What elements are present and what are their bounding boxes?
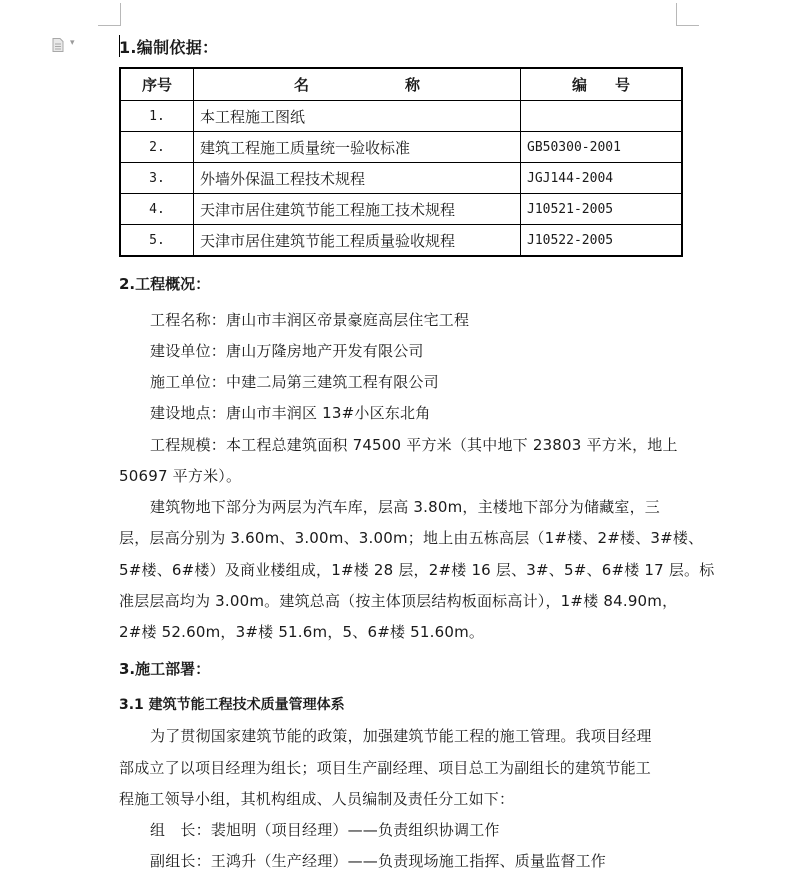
row-code	[521, 101, 683, 132]
page-margin-corner-top-left	[98, 3, 121, 26]
row-code: J10522-2005	[521, 225, 683, 257]
row-no: 1.	[120, 101, 194, 132]
row-no: 4.	[120, 194, 194, 225]
building-paragraph-line: 建筑物地下部分为两层为汽车库，层高 3.80m，主楼地下部分为储藏室，三	[150, 498, 660, 516]
row-name: 本工程施工图纸	[194, 101, 521, 132]
header-code-char-1: 编	[571, 76, 587, 94]
header-name-char-1: 名	[293, 76, 309, 94]
row-name: 天津市居住建筑节能工程施工技术规程	[194, 194, 521, 225]
project-name-line: 工程名称：唐山市丰润区帝景豪庭高层住宅工程	[150, 311, 470, 329]
location-line: 建设地点：唐山市丰润区 13#小区东北角	[150, 404, 431, 422]
building-paragraph-line: 5#楼、6#楼）及商业楼组成，1#楼 28 层，2#楼 16 层、3#、5#、6#楼 17 层。标	[119, 561, 715, 579]
leader-line: 组 长：裴旭明（项目经理）——负责组织协调工作	[150, 821, 500, 839]
scale-line-cont: 50697 平方米）。	[119, 467, 242, 485]
row-name: 外墙外保温工程技术规程	[194, 163, 521, 194]
header-name-char-2: 称	[405, 76, 421, 94]
table-row	[120, 132, 682, 163]
subsection-heading: 3.1 建筑节能工程技术质量管理体系	[119, 697, 345, 713]
developer-line: 建设单位：唐山万隆房地产开发有限公司	[150, 342, 424, 360]
management-paragraph-line: 部成立了以项目经理为组长；项目生产副经理、项目总工为副组长的建筑节能工	[119, 759, 652, 777]
building-paragraph-line: 准层层高均为 3.00m。建筑总高（按主体顶层结构板面标高计），1#楼 84.90m，	[119, 592, 678, 610]
section-heading-deployment: 3.施工部署：	[119, 660, 211, 678]
table-row	[120, 225, 682, 257]
page-margin-corner-top-right	[676, 3, 699, 26]
document-icon[interactable]	[52, 38, 64, 52]
scale-line: 工程规模：本工程总建筑面积 74500 平方米（其中地下 23803 平方米，地上	[150, 436, 678, 454]
header-no: 序号	[120, 68, 194, 101]
chevron-down-icon[interactable]: ▾	[70, 38, 75, 48]
section-heading-overview: 2.工程概况：	[119, 275, 211, 293]
section-heading-basis: 1.编制依据：	[119, 38, 219, 57]
management-paragraph-line: 为了贯彻国家建筑节能的政策，加强建筑节能工程的施工管理。我项目经理	[150, 727, 652, 745]
row-no: 3.	[120, 163, 194, 194]
building-paragraph-line: 层，层高分别为 3.60m、3.00m、3.00m；地上由五栋高层（1#楼、2#楼、3#楼、	[119, 529, 704, 547]
row-code: JGJ144-2004	[521, 163, 683, 194]
row-code: GB50300-2001	[521, 132, 683, 163]
header-code	[521, 68, 683, 101]
table-header-row	[120, 68, 682, 101]
building-paragraph-line: 2#楼 52.60m，3#楼 51.6m，5、6#楼 51.60m。	[119, 623, 485, 641]
row-code: J10521-2005	[521, 194, 683, 225]
row-name: 建筑工程施工质量统一验收标准	[194, 132, 521, 163]
table-row	[120, 163, 682, 194]
header-code-char-2: 号	[615, 76, 631, 94]
reference-table	[119, 67, 683, 257]
row-no: 2.	[120, 132, 194, 163]
deputy-leader-line: 副组长：王鸿升（生产经理）——负责现场施工指挥、质量监督工作	[150, 852, 607, 870]
contractor-line: 施工单位：中建二局第三建筑工程有限公司	[150, 373, 439, 391]
table-row	[120, 101, 682, 132]
table-row	[120, 194, 682, 225]
management-paragraph-line: 程施工领导小组，其机构组成、人员编制及责任分工如下：	[119, 790, 515, 808]
row-name: 天津市居住建筑节能工程质量验收规程	[194, 225, 521, 257]
header-name	[194, 68, 521, 101]
row-no: 5.	[120, 225, 194, 257]
